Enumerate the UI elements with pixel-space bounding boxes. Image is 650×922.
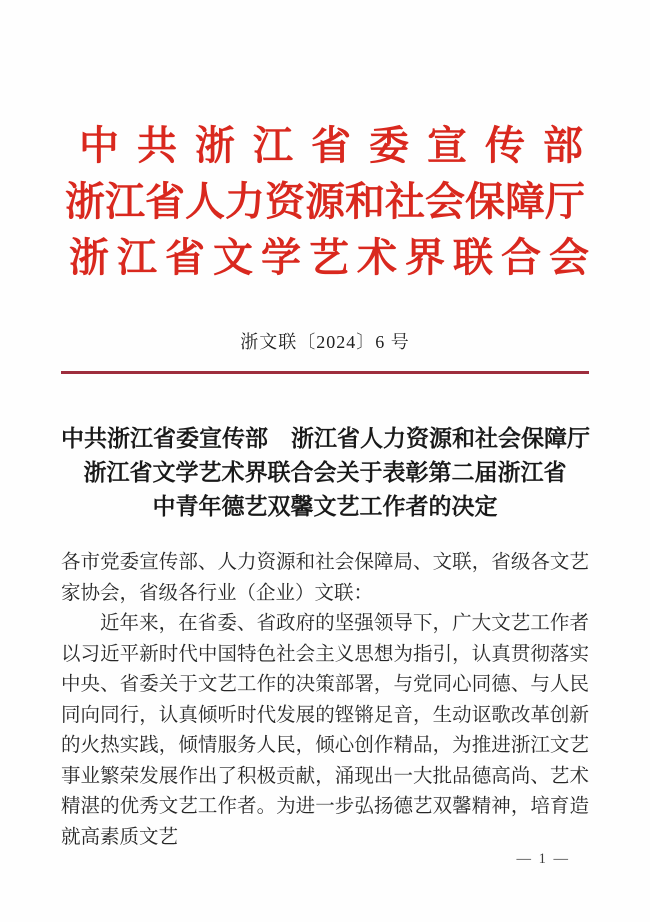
letterhead-line-2: 浙江省人力资源和社会保障厅: [65, 179, 585, 224]
document-number: 浙文联〔2024〕6 号: [240, 332, 410, 352]
letterhead: [61, 0, 601, 286]
letterhead-line-1: 中共浙江省委宣传部: [79, 123, 601, 168]
document-title-line-1: 中共浙江省委宣传部 浙江省人力资源和社会保障厅: [61, 426, 590, 451]
salutation-paragraph: 各市党委宣传部、人力资源和社会保障局、文联，省级各文艺家协会，省级各行业（企业）文联：: [61, 552, 589, 604]
body-paragraph-1: 近年来，在省委、省政府的坚强领导下，广大文艺工作者以习近平新时代中国特色社会主义思想为指引，认真贯彻落实中央、省委关于文艺工作的决策部署，与党同心同德、与人民同向同行，认真倾听时代发展的铿锵足音，生动讴歌改革创新的火热实践，倾情服务人民，倾心创作精品，为推进浙江文艺事业繁荣发展作出了积极贡献，涌现出一大批品德高尚、艺术精湛的优秀文艺工作者。为进一步弘扬德艺双馨精神，培育造就高素质文艺: [61, 613, 589, 848]
document-title-line-3: 中青年德艺双馨文艺工作者的决定: [152, 494, 498, 519]
document-title: [61, 422, 589, 524]
page-number: — 1 —: [516, 851, 570, 867]
letterhead-line-3: 浙江省文学艺术界联合会: [69, 235, 597, 280]
document-body: [61, 548, 589, 853]
document-title-line-2: 浙江省文学艺术界联合会关于表彰第二届浙江省: [83, 460, 567, 485]
red-divider-line: [61, 371, 589, 374]
